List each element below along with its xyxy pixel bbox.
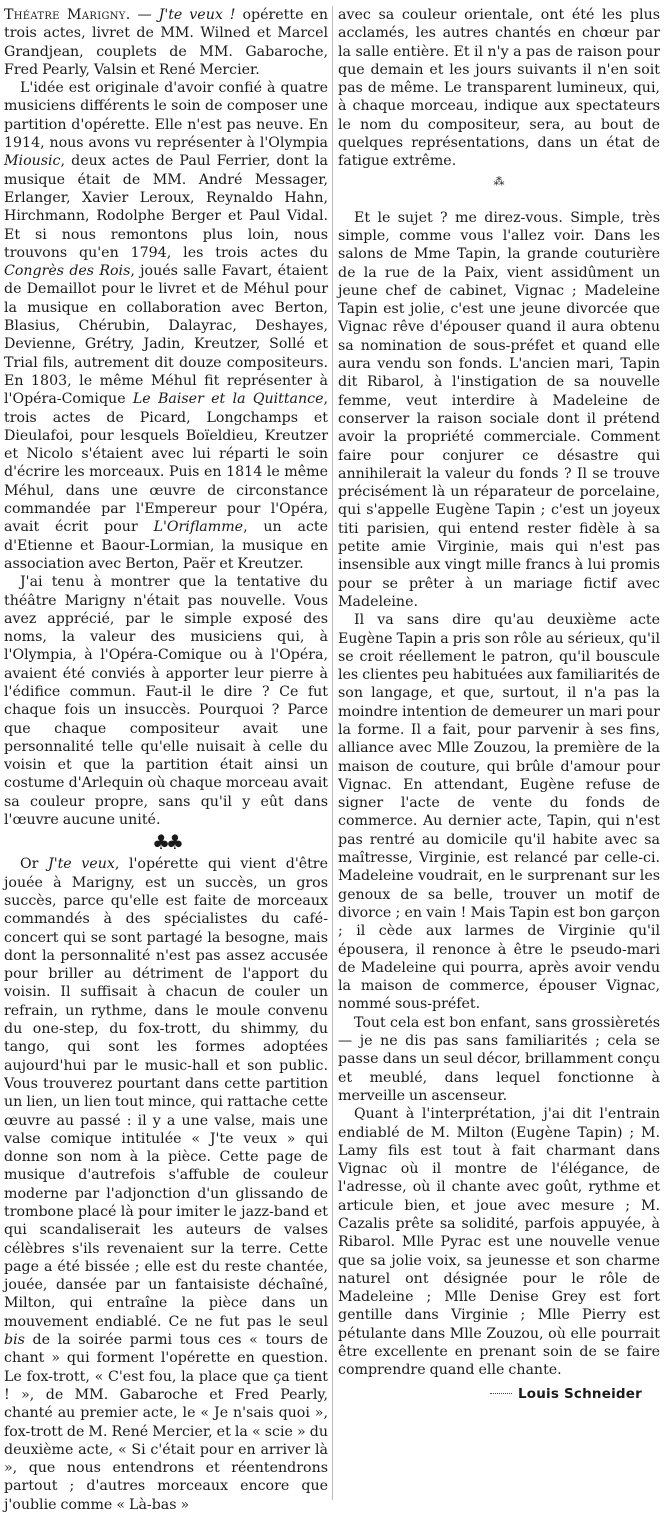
operetta-title: J'te veux !	[158, 7, 236, 23]
left-column	[4, 6, 328, 1513]
second-act-paragraph: Il va sans dire qu'au deuxième acte Eugène Tapin a pris son rôle au sérieux, qu'il se croit réellement le patron, qu'il bouscule les clientes peu habituées aux familiarités de son langage, et que, surtout, il n'a pas la moindre intention de demeurer un mari pour la forme. Il a fait, pour parvenir à ses fins, alliance avec Mlle Zouzou, la première de la maison de couture, qui brûle d'amour pour Vignac. En attendant, Eugène refuse de signer l'acte de vente du fonds de commerce. Au dernier acte, Tapin, qui n'est pas rentré au domicile qu'il habite avec sa maîtresse, Virginie, est relancé par celle-ci. Madeleine voudrait, en le surprenant sur les genoux de sa belle, trouver un motif de divorce ; en vain ! Mais Tapin est bon garçon ; il cède aux larmes de Virginie qu'il épousera, il renonce à être le pseudo-mari de Madeleine qui pourra, après avoir vendu la maison de commerce, épouser Vignac, nommé sous-préfet.	[338, 612, 660, 1013]
cast-paragraph: Quant à l'interprétation, j'ai dit l'entrain endiablé de M. Milton (Eugène Tapin) ; M. Lamy fils est tout à fait charmant dans Vignac où il montre de l'élégance, de l'adresse, où il chante avec goût, rythme et articule bien, et joue avec mesure ; M. Cazalis prête sa solidité, parfois appuyée, à Ribarol. Mlle Pyrac est une nouvelle venue que sa jolie voix, sa jeunesse et son charme naturel ont désignée pour le rôle de Madeleine ; Mlle Denise Grey est fort gentille dans Virginie ; Mlle Pierry est pétulante dans Mlle Zouzou, où elle pourrait être excellente en prenant soin de se faire comprendre quand elle chante.	[338, 1106, 660, 1379]
column-divider	[332, 6, 333, 1500]
right-column	[338, 6, 660, 1500]
continuation-paragraph: avec sa couleur orientale, ont été les plus acclamés, les autres chantés en chœur par la salle entière. Et il n'y a pas de raison pour que demain et les jours suivants il n'en soit pas de même. Le transparent lumineux, qui, à chaque morceau, indique aux spectateurs le nom du compositeur, sera, au bout de quelques représentations, dans un état de fatigue extrême.	[338, 7, 660, 170]
failure-paragraph: J'ai tenu à montrer que la tentative du théâtre Marigny n'était pas nouvelle. Vous avez apprécié, par le simple exposé des noms, la valeur des musiciens qui, à l'Olympia, à l'Opéra-Comique ou à l'Opéra, avaient été conviés à apporter leur pierre à l'édifice commun. Faut-il le dire ? Ce fut chaque fois un insuccès. Pourquoi ? Parce que chaque compositeur avait une personnalité telle qu'elle nuisait à celle du voisin et que la partition était ainsi un costume d'Arlequin où chaque morceau avait sa couleur propre, sans qu'il y eût dans l'œuvre aucune unité.	[4, 574, 328, 829]
signature-rule	[490, 1393, 512, 1394]
history-paragraph: L'idée est originale d'avoir confié à quatre musiciens différents le soin de composer une partition d'opérette. Elle n'est pas neuve. En 1914, nous avons vu représenter à l'Olympia Miousic, deux actes de Paul Ferrier, dont la musique était de MM. André Messager, Erlanger, Xavier Leroux, Reynaldo Hahn, Hirchmann, Rodolphe Berger et Paul Vidal. Et si nous remontons plus loin, nous trouvons qu'en 1794, les trois actes du Congrès des Rois, joués salle Favart, étaient de Demaillot pour le livret et de Méhul pour la musique en collaboration avec Berton, Blasius, Chérubin, Dalayrac, Deshayes, Devienne, Grétry, Jadin, Kreutzer, Sollé et Trial fils, autrement dit douze compositeurs. En 1803, le même Méhul fit représenter à l'Opéra-Comique Le Baiser et la Quittance, trois actes de Picard, Longchamps et Dieulafoi, pour lesquels Boïeldieu, Kreutzer et Nicolo s'étaient avec lui réparti le soin d'écrire les morceaux. Puis en 1814 le même Méhul, dans une œuvre de circonstance commandée par l'Empereur pour l'Opéra, avait écrit pour L'Oriflamme, un acte d'Etienne et Baour-Lormian, la musique en association avec Berton, Paër et Kreutzer.	[4, 80, 328, 572]
asterism-ornament-icon: ⁂	[493, 174, 505, 188]
theatre-name: Théatre Marigny.	[4, 7, 131, 23]
success-paragraph: Or J'te veux, l'opérette qui vient d'être jouée à Marigny, est un succès, un gros succès, parce qu'elle est faite de morceaux commandés à des spécialistes du café-concert qui se sont partagé la besogne, mais dont la personnalité n'est pas assez accusée pour briller au détriment de l'apport du voisin. Il suffisait à chacun de couler un refrain, un rythme, dans le moule convenu du one-step, du fox-trott, du shimmy, du tango, qui sont les formes adoptées aujourd'hui par le music-hall et son public. Vous trouverez pourtant dans cette partition un lien, un lien tout mince, qui rattache cette œuvre au passé : il y a une valse, mais une valse comique intitulée « J'te veux » qui donne son nom à la pièce. Cette page de musique d'autrefois s'affuble de couleur moderne par l'adjonction d'un glissando de trombone placé là pour imiter le jazz-band et qui scandaliserait les auteurs de valses célèbres s'ils revenaient sur la terre. Cette page a été bissée ; elle est du reste chantée, jouée, dansée par un fantaisiste déchaîné, Milton, qui entraîne la pièce dans un mouvement endiablé. Ce ne fut pas le seul bis de la soirée parmi tous ces « tours de chant » qui forment l'opérette en question. Le fox-trott, « C'est fou, la place que ça tient ! », de MM. Gabaroche et Fred Pearly, chanté au premier acte, le « Je n'sais quoi », fox-trott de M. René Mercier, et la « scie » du deuxième acte, « Si c'était pour en arriver là », que nous entendrons et réentendrons partout ; d'autres morceaux encore que j'oublie comme « Là-bas »	[4, 856, 328, 1513]
tone-paragraph: Tout cela est bon enfant, sans grossièretés — je ne dis pas sans familiarités ; cela se passe dans un seul décor, brillamment conçu et meublé, dans lequel fonctionne à merveille un ascenseur.	[338, 1014, 660, 1104]
review-heading-paragraph: Théatre Marigny. — J'te veux ! opérette en trois actes, livret de MM. Wilned et Marcel Grandjean, couplets de MM. Gabaroche, Fred Pearly, Valsin et René Mercier.	[4, 7, 328, 78]
plot-paragraph: Et le sujet ? me direz-vous. Simple, très simple, comme vous l'allez voir. Dans les salons de Mme Tapin, la grande couturière de la rue de la Paix, vient assidûment un jeune chef de cabinet, Vignac ; Madeleine Tapin est jolie, c'est une jeune divorcée que Vignac rêve d'épouser quand il aura obtenu sa nomination de sous-préfet et quand elle aura vendu son fonds. L'ancien mari, Tapin dit Ribarol, à l'instigation de sa nouvelle femme, veut interdire à Madeleine de conserver la raison sociale dont il prétend avoir la propriété commerciale. Comment faire pour conjurer ce désastre qui annihilerait la valeur du fonds ? Il se trouve précisément là un réparateur de porcelaine, qui s'appelle Eugène Tapin ; c'est un joyeux titi parisien, qui entend rester fidèle à sa petite amie Virginie, mais qui n'est pas insensible aux vingt mille francs à lui promis pour se prêter à un mariage fictif avec Madeleine.	[338, 209, 660, 610]
author-signature: Louis Schneider	[338, 1386, 660, 1402]
clover-ornament-icon: ♣♣	[152, 830, 180, 855]
